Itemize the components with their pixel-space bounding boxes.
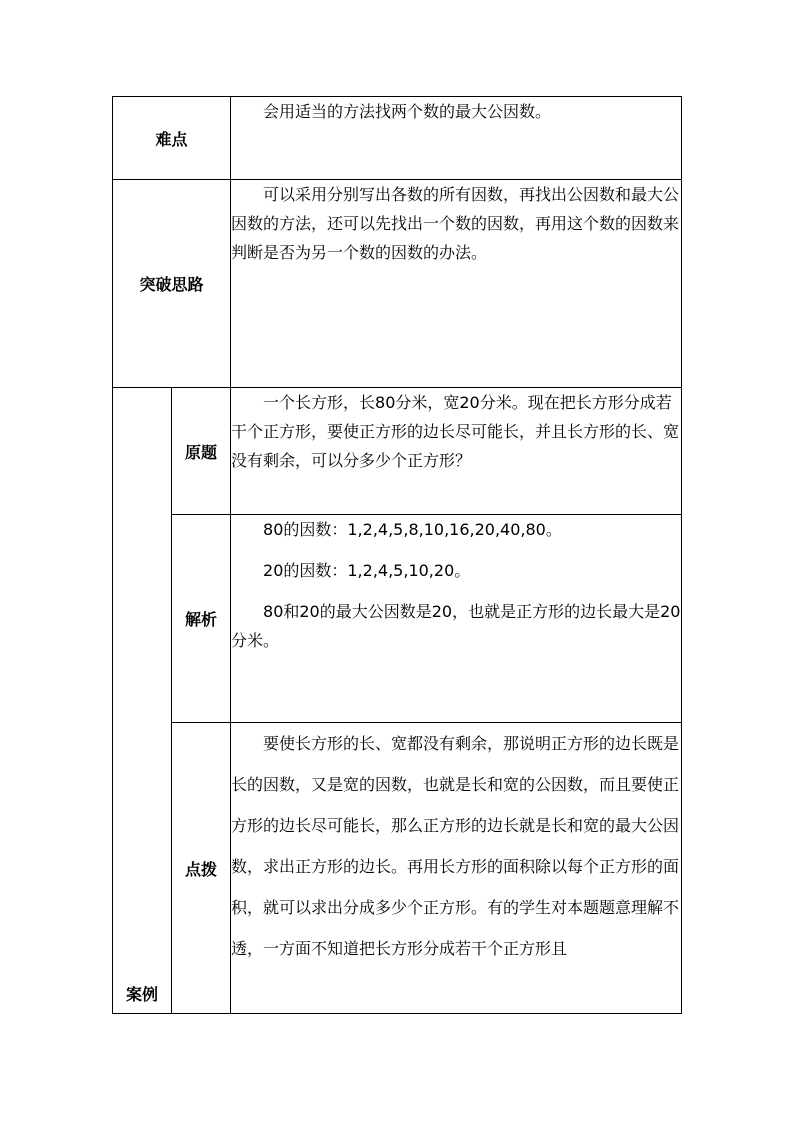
analysis-line-2: 20的因数：1,2,4,5,10,20。 [263, 561, 471, 580]
label-original-problem: 原题 [172, 388, 231, 515]
analysis-line-3: 80和20的最大公因数是20，也就是正方形的边长最大是20分米。 [231, 602, 681, 650]
label-case: 案例 [113, 388, 172, 1014]
row-approach [113, 180, 682, 388]
approach-text: 可以采用分别写出各数的所有因数，再找出公因数和最大公因数的方法，还可以先找出一个数的因数，再用这个数的因数来判断是否为另一个数的因数的办法。 [231, 185, 680, 262]
original-problem-text: 一个长方形，长80分米，宽20分米。现在把长方形分成若干个正方形，要使正方形的边长尽可能长，并且长方形的长、宽没有剩余，可以分多少个正方形？ [231, 393, 680, 470]
analysis-line-1: 80的因数：1,2,4,5,8,10,16,20,40,80。 [263, 520, 562, 539]
content-hint [231, 723, 682, 1014]
label-approach: 突破思路 [113, 180, 231, 388]
row-hint [113, 723, 682, 1014]
content-original-problem [231, 388, 682, 515]
lesson-table [112, 96, 682, 1014]
content-approach [231, 180, 682, 388]
label-difficulty: 难点 [113, 97, 231, 180]
content-analysis [231, 515, 682, 723]
row-analysis [113, 515, 682, 723]
label-analysis: 解析 [172, 515, 231, 723]
difficulty-text: 会用适当的方法找两个数的最大公因数。 [263, 102, 552, 121]
row-difficulty [113, 97, 682, 180]
row-original-problem [113, 388, 682, 515]
content-difficulty [231, 97, 682, 180]
hint-text: 要使长方形的长、宽都没有剩余，那说明正方形的边长既是长的因数，又是宽的因数，也就是长和宽的公因数，而且要使正方形的边长尽可能长，那么正方形的边长就是长和宽的最大公因数，求出正方形的边长。再用长方形的面积除以每个正方形的面积，就可以求出分成多少个正方形。有的学生对本题题意理解不透，一方面不知道把长方形分成若干个正方形且 [231, 734, 680, 958]
label-hint: 点拨 [172, 723, 231, 1014]
